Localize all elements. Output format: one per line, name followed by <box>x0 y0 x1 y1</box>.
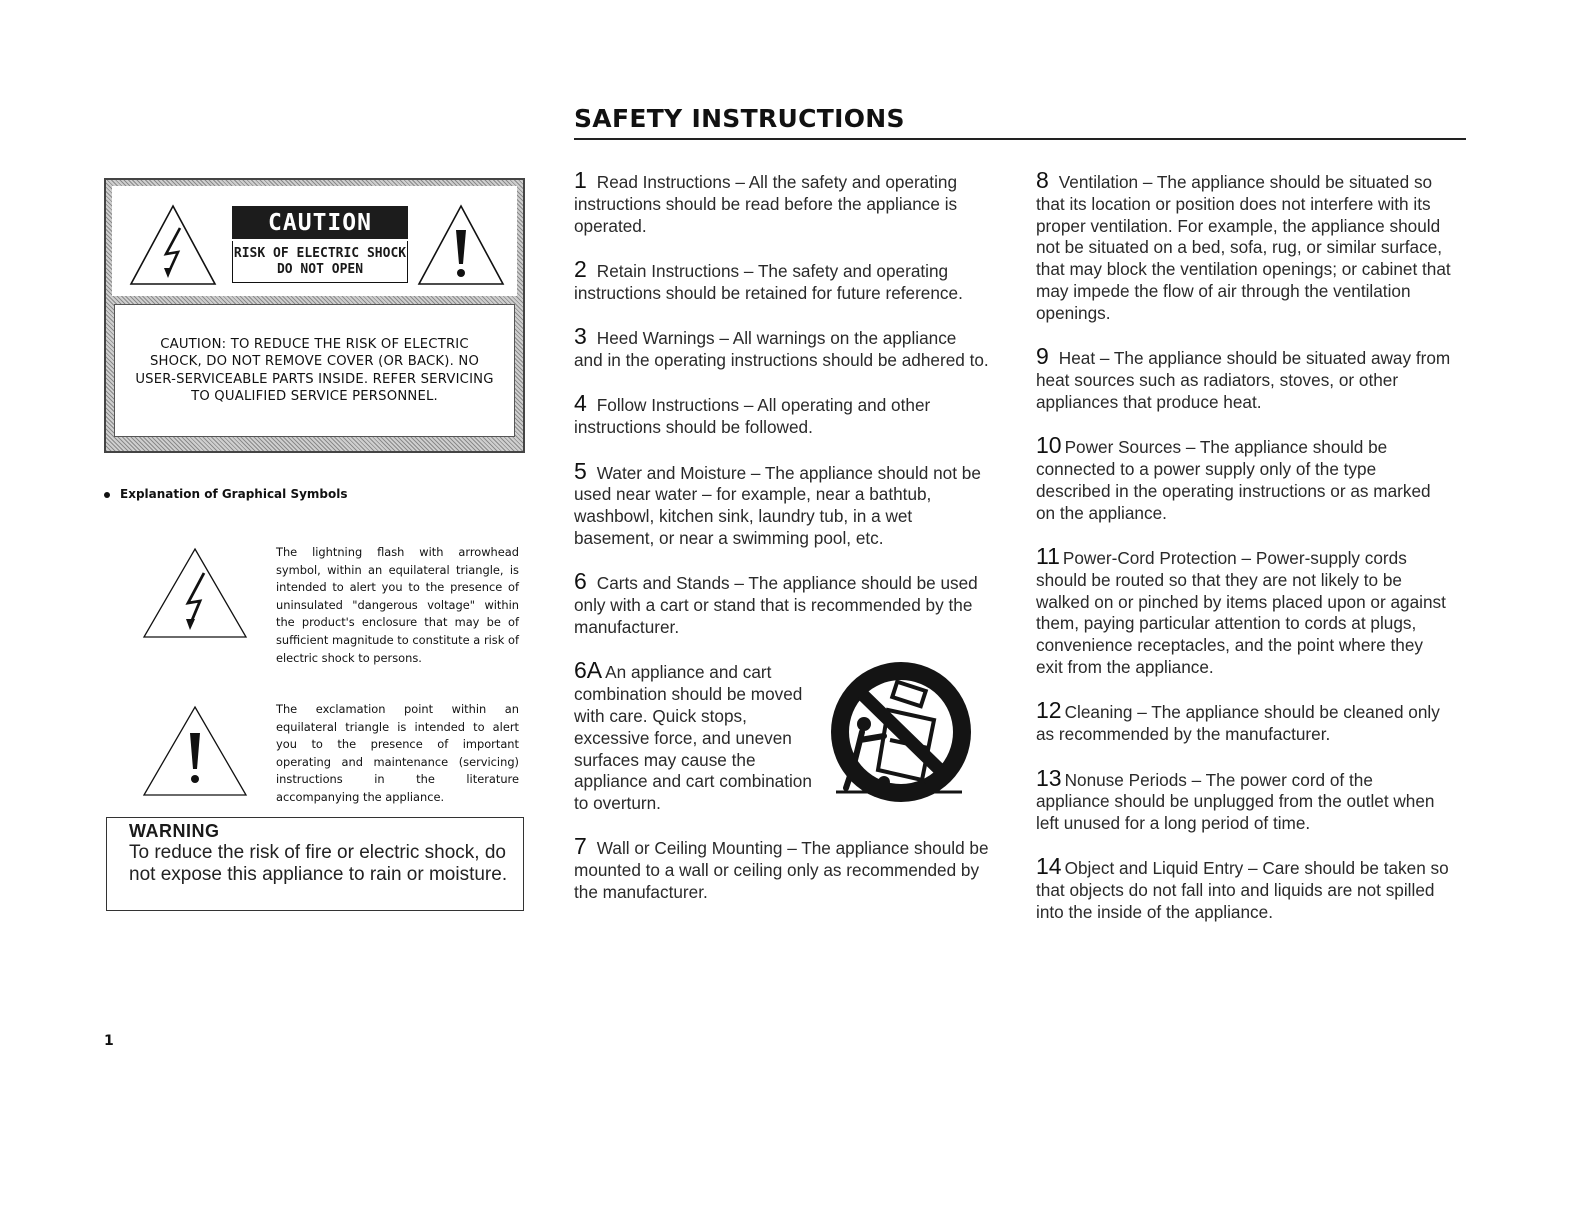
instruction-number: 4 <box>574 390 587 417</box>
instruction-item <box>574 457 989 550</box>
instruction-text: Nonuse Periods – The power cord of the appliance should be unplugged from the outlet when left unused for a long period of time. <box>1036 769 1435 834</box>
exclamation-symbol-description: The exclamation point within an equilateral triangle is intended to alert you to the presence of important operating and maintenance (servicing) instructions in the literature accompanying the appliance. <box>276 702 519 804</box>
warning-box <box>106 817 524 911</box>
lightning-symbol-description: The lightning flash with arrowhead symbol, within an equilateral triangle, is intended to alert you to the presence of uninsulated "dangerous voltage" within the product's enclosure that may be of sufficient magnitude to constitute a risk of electric shock to persons. <box>276 545 519 665</box>
instruction-text: Carts and Stands – The appliance should be used only with a cart or stand that is recommended by the manufacturer. <box>574 573 978 637</box>
instruction-text: Cleaning – The appliance should be cleaned only as recommended by the manufacturer. <box>1036 702 1440 745</box>
instruction-number: 7 <box>574 833 587 860</box>
instruction-item <box>574 833 989 903</box>
exclamation-symbol-icon <box>142 703 248 799</box>
instruction-text: Retain Instructions – The safety and operating instructions should be retained for future reference. <box>574 260 963 303</box>
instruction-text: Read Instructions – All the safety and operating instructions should be read before the appliance is operated. <box>574 172 958 236</box>
instructions-column-1 <box>574 167 989 925</box>
instruction-item <box>1036 542 1451 679</box>
caution-text: CAUTION: TO REDUCE THE RISK OF ELECTRIC SHOCK, DO NOT REMOVE COVER (OR BACK). NO USER-SERVICEABLE PARTS INSIDE. REFER SERVICING TO QUALIFIED SERVICE PERSONNEL. <box>135 336 494 404</box>
instruction-item <box>1036 432 1451 524</box>
instruction-number: 8 <box>1036 167 1049 193</box>
instruction-number: 13 <box>1036 764 1062 791</box>
cart-tip-over-warning-icon <box>822 660 980 818</box>
caution-label <box>104 178 525 453</box>
page-number: 1 <box>104 1033 114 1049</box>
title-rule <box>574 138 1466 140</box>
instruction-text: Wall or Ceiling Mounting – The appliance should be mounted to a wall or ceiling only as recommended by the manufacturer. <box>574 838 989 903</box>
caution-banner: CAUTION <box>232 206 408 239</box>
instruction-item <box>574 167 989 237</box>
instruction-number: 14 <box>1036 853 1062 880</box>
instruction-item <box>574 390 989 439</box>
instruction-number: 2 <box>574 255 587 282</box>
instruction-number: 3 <box>574 323 587 350</box>
instruction-text: Heed Warnings – All warnings on the appliance and in the operating instructions should be adhered to. <box>574 328 989 370</box>
lightning-triangle-icon <box>128 202 218 288</box>
instruction-number: 6 <box>574 568 587 595</box>
warning-title: WARNING <box>129 821 220 841</box>
instruction-item <box>574 323 989 372</box>
instruction-number: 5 <box>574 457 587 484</box>
instruction-number: 12 <box>1036 697 1062 724</box>
explanation-heading <box>104 487 348 501</box>
instruction-number: 1 <box>574 167 587 193</box>
instruction-text: Power-Cord Protection – Power-supply cords should be routed so that they are not likely to be walked on or pinched by items placed upon or against them, paying particular attention to cords at plugs, convenience receptacles, and the point where they exit from the appliance. <box>1036 547 1446 677</box>
caution-sub-line1: RISK OF ELECTRIC SHOCK <box>233 245 407 261</box>
caution-subtitle <box>232 241 408 283</box>
instruction-item <box>1036 343 1451 413</box>
instruction-item <box>1036 167 1451 325</box>
instruction-item <box>1036 853 1451 923</box>
warning-text: To reduce the risk of fire or electric shock, do not expose this appliance to rain or moisture. <box>129 842 508 885</box>
instruction-number: 6A <box>574 657 603 684</box>
instruction-text: An appliance and cart combination should be moved with care. Quick stops, excessive force, and uneven surfaces may cause the appliance and cart combination to overturn. <box>574 662 812 814</box>
instruction-text: Follow Instructions – All operating and other instructions should be followed. <box>574 395 931 438</box>
exclamation-triangle-icon <box>416 202 506 288</box>
instruction-item-6a <box>574 657 989 815</box>
caution-sub-line2: DO NOT OPEN <box>276 261 364 277</box>
instruction-text: Ventilation – The appliance should be situated so that its location or position does not interfere with its proper ventilation. For example, the appliance should not be situated on a bed, sofa, rug, or similar surface, that may block the ventilation openings; or cabinet that may impede the flow of air through the ventilation openings. <box>1036 172 1451 323</box>
instruction-item <box>574 568 989 638</box>
instruction-text: Heat – The appliance should be situated away from heat sources such as radiators, stoves, or other appliances that produce heat. <box>1036 348 1451 412</box>
instruction-text: Object and Liquid Entry – Care should be taken so that objects do not fall into and liquids are not spilled into the inside of the appliance. <box>1036 858 1449 923</box>
instruction-text: Water and Moisture – The appliance should not be used near water – for example, near a bathtub, washbowl, kitchen sink, laundry tub, in a wet basement, or near a swimming pool, etc. <box>574 462 981 548</box>
instruction-item <box>574 255 989 305</box>
instruction-item <box>1036 764 1451 835</box>
instruction-item <box>1036 697 1451 746</box>
explanation-heading-text: Explanation of Graphical Symbols <box>120 487 348 501</box>
bullet-icon <box>104 492 110 498</box>
instruction-number: 11 <box>1036 542 1060 569</box>
instructions-column-2 <box>1036 167 1451 945</box>
caution-label-top <box>112 186 517 296</box>
page-title: SAFETY INSTRUCTIONS <box>574 104 905 133</box>
instruction-number: 9 <box>1036 343 1049 370</box>
instruction-text: Power Sources – The appliance should be connected to a power supply only of the type described in the operating instructions or as marked on the appliance. <box>1036 437 1431 523</box>
instruction-number: 10 <box>1036 432 1062 459</box>
lightning-symbol-icon <box>142 545 248 641</box>
caution-text-panel <box>114 304 515 437</box>
